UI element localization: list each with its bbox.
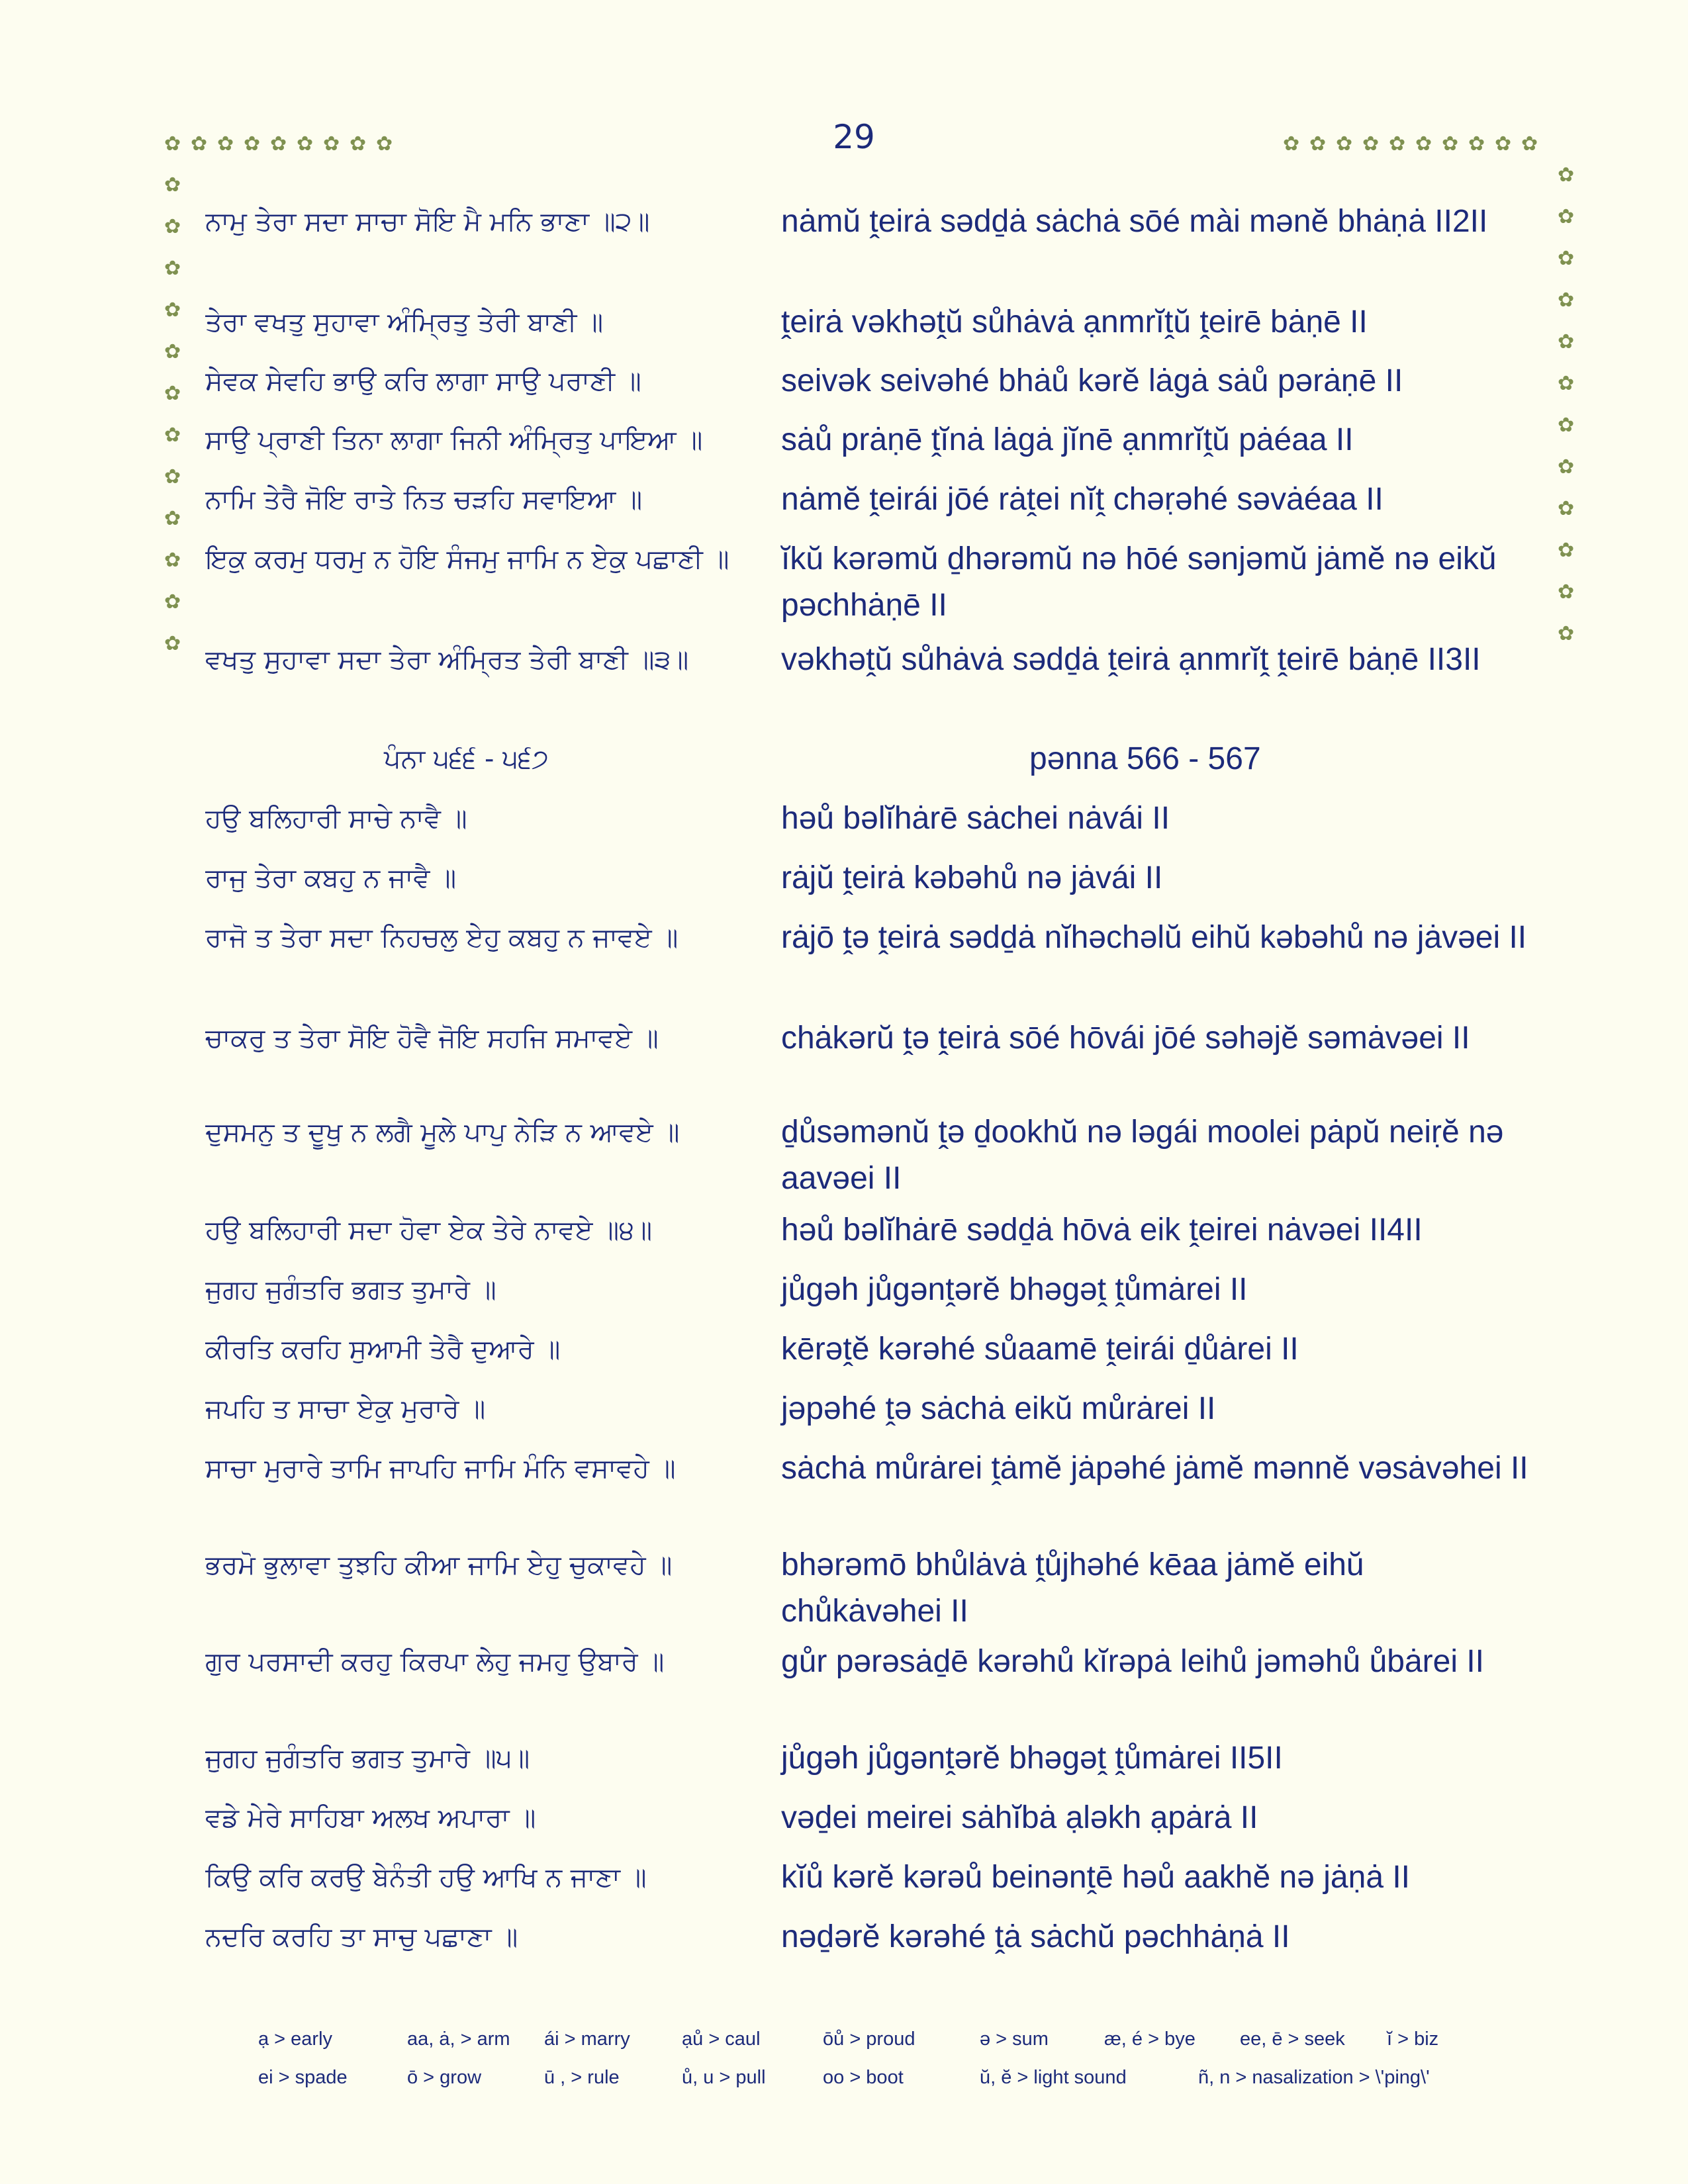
gurmukhi-text: ਵਡੇ ਮੇਰੇ ਸਾਹਿਬਾ ਅਲਖ ਅਪਾਰਾ ॥ bbox=[205, 1803, 536, 1833]
transliteration-text: ṱeirȧ vəkhəṱŭ sůhȧvȧ ạnmrĭṱŭ ṱeirē bȧṇē II bbox=[781, 304, 1368, 340]
section-heading-gurmukhi: ਪੰਨਾ ੫੬੬ - ੫੬੭ bbox=[384, 744, 549, 774]
gurmukhi-text: ਵਖਤੁ ਸੁਹਾਵਾ ਸਦਾ ਤੇਰਾ ਅੰਮ੍ਰਿਤ ਤੇਰੀ ਬਾਣੀ ॥੩॥ bbox=[205, 645, 689, 675]
flower-ornament-icon: ✿ bbox=[244, 132, 261, 156]
flower-ornament-icon: ✿ bbox=[1283, 132, 1300, 156]
flower-ornament-icon: ✿ bbox=[1558, 497, 1575, 520]
transliteration-text: bhərəmō bhůlȧvȧ ṱůjhəhé kēaa jȧmĕ eihŭ chůkȧvəhei II bbox=[781, 1547, 1364, 1629]
flower-ornament-icon: ✿ bbox=[1558, 414, 1575, 437]
flower-ornament-icon: ✿ bbox=[1558, 372, 1575, 395]
flower-ornament-icon: ✿ bbox=[1495, 132, 1512, 156]
transliteration-text: kērəṱĕ kərəhé sůaamē ṱeirái ḏůȧrei II bbox=[781, 1332, 1299, 1367]
legend-item: ū , > rule bbox=[544, 2067, 620, 2088]
gurmukhi-text: ਸਾਚਾ ਮੁਰਾਰੇ ਤਾਮਿ ਜਾਪਹਿ ਜਾਮਿ ਮੰਨਿ ਵਸਾਵਹੇ ॥ bbox=[205, 1453, 676, 1484]
flower-ornament-icon: ✿ bbox=[191, 132, 208, 156]
flower-ornament-icon: ✿ bbox=[164, 132, 181, 156]
transliteration-text: seivək seivəhé bhȧů kərĕ lȧgȧ sȧů pərȧṇē II bbox=[781, 363, 1403, 398]
gurmukhi-text: ਜੁਗਹ ਜੁਗੰਤਰਿ ਭਗਤ ਤੁਮਾਰੇ ॥ bbox=[205, 1275, 496, 1305]
gurmukhi-text: ਹਉ ਬਲਿਹਾਰੀ ਸਦਾ ਹੋਵਾ ਏਕ ਤੇਰੇ ਨਾਵਏ ॥੪॥ bbox=[205, 1215, 653, 1246]
legend-item: ů, u > pull bbox=[682, 2067, 766, 2088]
flower-ornament-icon: ✿ bbox=[1558, 205, 1575, 228]
gurmukhi-text: ਜਪਹਿ ਤ ਸਾਚਾ ਏਕੁ ਮੁਰਾਰੇ ॥ bbox=[205, 1394, 486, 1424]
flower-ornament-icon: ✿ bbox=[1558, 455, 1575, 478]
legend-item: ee, ē > seek bbox=[1240, 2028, 1345, 2050]
gurmukhi-text: ਜੁਗਹ ਜੁਗੰਤਰਿ ਭਗਤ ਤੁਮਾਰੇ ॥੫॥ bbox=[205, 1743, 530, 1774]
legend-item: aa, ȧ, > arm bbox=[407, 2028, 510, 2050]
legend-item: ñ, n > nasalization > \'ping\' bbox=[1198, 2067, 1430, 2088]
transliteration-text: gůr pərəsȧḏē kərəhů kĭrəpȧ leihů jəməhů ůbȧrei II bbox=[781, 1644, 1484, 1679]
transliteration-text: həů bəlĭhȧrē sȧchei nȧvái II bbox=[781, 801, 1170, 836]
legend-item: oo > boot bbox=[823, 2067, 904, 2088]
flower-ornament-icon: ✿ bbox=[164, 215, 181, 238]
transliteration-text: nȧmĕ ṱeirái jōé rȧṱei nĭṱ chəṛəhé səvȧéaa II bbox=[781, 482, 1383, 517]
flower-ornament-icon: ✿ bbox=[1309, 132, 1327, 156]
transliteration-text: nȧmŭ ṱeirȧ sədḏȧ sȧchȧ sōé mài mənĕ bhȧṇȧ II2II bbox=[781, 204, 1488, 239]
gurmukhi-text: ਇਕੁ ਕਰਮੁ ਧਰਮੁ ਨ ਹੋਇ ਸੰਜਮੁ ਜਾਮਿ ਨ ਏਕੁ ਪਛਾਣੀ ॥ bbox=[205, 544, 729, 574]
transliteration-text: rȧjō ṱə ṱeirȧ sədḏȧ nĭhəchəlŭ eihŭ kəbəhů nə jȧvəei II bbox=[781, 920, 1527, 955]
transliteration-text: ḏůsəmənŭ ṱə ḏookhŭ nə ləgái moolei pȧpŭ neiṛĕ nə aavəei II bbox=[781, 1115, 1504, 1196]
flower-ornament-icon: ✿ bbox=[164, 632, 181, 655]
transliteration-text: jůgəh jůgənṱərĕ bhəgəṱ ṱůmȧrei II5II bbox=[781, 1741, 1283, 1776]
flower-ornament-icon: ✿ bbox=[164, 257, 181, 280]
flower-ornament-icon: ✿ bbox=[1558, 289, 1575, 312]
flower-ornament-icon: ✿ bbox=[1558, 580, 1575, 604]
flower-ornament-icon: ✿ bbox=[1558, 539, 1575, 562]
flower-ornament-icon: ✿ bbox=[164, 298, 181, 322]
flower-ornament-icon: ✿ bbox=[164, 340, 181, 363]
flower-ornament-icon: ✿ bbox=[164, 424, 181, 447]
transliteration-text: rȧjŭ ṱeirȧ kəbəhů nə jȧvái II bbox=[781, 860, 1163, 895]
transliteration-text: kĭů kərĕ kərəů beinənṱē həů aakhĕ nə jȧṇȧ II bbox=[781, 1860, 1411, 1895]
flower-ornament-icon: ✿ bbox=[323, 132, 340, 156]
transliteration-text: jəpəhé ṱə sȧchȧ eikŭ můrȧrei II bbox=[781, 1391, 1216, 1426]
flower-ornament-icon: ✿ bbox=[297, 132, 314, 156]
gurmukhi-text: ਰਾਜੁ ਤੇਰਾ ਕਬਹੁ ਨ ਜਾਵੈ ॥ bbox=[205, 863, 457, 893]
gurmukhi-text: ਨਾਮੁ ਤੇਰਾ ਸਦਾ ਸਾਚਾ ਸੋਇ ਮੈ ਮਨਿ ਭਾਣਾ ॥੨॥ bbox=[205, 206, 650, 237]
flower-ornament-icon: ✿ bbox=[164, 465, 181, 488]
flower-ornament-icon: ✿ bbox=[1468, 132, 1485, 156]
flower-ornament-icon: ✿ bbox=[1336, 132, 1353, 156]
gurmukhi-text: ਦੁਸਮਨੁ ਤ ਦੂਖੁ ਨ ਲਗੈ ਮੂਲੇ ਪਾਪੁ ਨੇੜਿ ਨ ਆਵਏ ॥ bbox=[205, 1117, 680, 1148]
transliteration-text: jůgəh jůgənṱərĕ bhəgəṱ ṱůmȧrei II bbox=[781, 1272, 1248, 1307]
gurmukhi-text: ਹਉ ਬਲਿਹਾਰੀ ਸਾਚੇ ਨਾਵੈ ॥ bbox=[205, 803, 467, 834]
gurmukhi-text: ਗੁਰ ਪਰਸਾਦੀ ਕਰਹੁ ਕਿਰਪਾ ਲੇਹੁ ਜਮਹੁ ਉਬਾਰੇ ॥ bbox=[205, 1647, 665, 1677]
flower-ornament-icon: ✿ bbox=[1521, 132, 1538, 156]
gurmukhi-text: ਰਾਜੋ ਤ ਤੇਰਾ ਸਦਾ ਨਿਹਚਲੁ ਏਹੁ ਕਬਹੁ ਨ ਜਾਵਏ ॥ bbox=[205, 923, 679, 953]
transliteration-text: vəḏei meirei sȧhĭbȧ ạləkh ạpȧrȧ II bbox=[781, 1800, 1258, 1835]
legend-item: ạ > early bbox=[258, 2028, 333, 2050]
legend-item: ŭ, ĕ > light sound bbox=[980, 2067, 1127, 2088]
gurmukhi-text: ਭਰਮੋ ਭੁਲਾਵਾ ਤੁਝਹਿ ਕੀਆ ਜਾਮਿ ਏਹੁ ਚੁਕਾਵਹੇ ॥ bbox=[205, 1550, 673, 1580]
flower-ornament-icon: ✿ bbox=[270, 132, 287, 156]
flower-ornament-icon: ✿ bbox=[376, 132, 393, 156]
flower-ornament-icon: ✿ bbox=[1389, 132, 1406, 156]
legend-item: ĭ > biz bbox=[1387, 2028, 1439, 2050]
flower-ornament-icon: ✿ bbox=[1415, 132, 1432, 156]
transliteration-text: chȧkərŭ ṱə ṱeirȧ sōé hōvái jōé səhəjĕ səmȧvəei II bbox=[781, 1021, 1470, 1056]
flower-ornament-icon: ✿ bbox=[1558, 330, 1575, 353]
gurmukhi-text: ਕੀਰਤਿ ਕਰਹਿ ਸੁਆਮੀ ਤੇਰੈ ਦੁਆਰੇ ॥ bbox=[205, 1334, 561, 1365]
legend-item: æ, é > bye bbox=[1104, 2028, 1196, 2050]
flower-ornament-icon: ✿ bbox=[164, 382, 181, 405]
flower-ornament-icon: ✿ bbox=[1558, 163, 1575, 187]
flower-ornament-icon: ✿ bbox=[164, 173, 181, 197]
flower-ornament-icon: ✿ bbox=[1442, 132, 1459, 156]
transliteration-text: həů bəlĭhȧrē sədḏȧ hōvȧ eik ṱeirei nȧvəei II4II bbox=[781, 1212, 1423, 1248]
gurmukhi-text: ਸੇਵਕ ਸੇਵਹਿ ਭਾਉ ਕਰਿ ਲਾਗਾ ਸਾਉ ਪਰਾਣੀ ॥ bbox=[205, 366, 641, 396]
legend-item: ái > marry bbox=[544, 2028, 630, 2050]
gurmukhi-text: ਚਾਕਰੁ ਤ ਤੇਰਾ ਸੋਇ ਹੋਵੈ ਜੋਇ ਸਹਜਿ ਸਮਾਵਏ ॥ bbox=[205, 1023, 659, 1054]
gurmukhi-text: ਕਿਉ ਕਰਿ ਕਰਉ ਬੇਨੰਤੀ ਹਉ ਆਖਿ ਨ ਜਾਣਾ ॥ bbox=[205, 1862, 647, 1893]
flower-ornament-icon: ✿ bbox=[217, 132, 234, 156]
legend-item: ōů > proud bbox=[823, 2028, 915, 2050]
transliteration-text: sȧů prȧṇē ṱĭnȧ lȧgȧ jĭnē ạnmrĭṱŭ pȧéaa II bbox=[781, 422, 1354, 457]
legend-item: ei > spade bbox=[258, 2067, 348, 2088]
section-heading-transliteration: pənna 566 - 567 bbox=[1029, 741, 1261, 776]
flower-ornament-icon: ✿ bbox=[1362, 132, 1380, 156]
flower-ornament-icon: ✿ bbox=[1558, 247, 1575, 270]
flower-ornament-icon: ✿ bbox=[164, 590, 181, 614]
gurmukhi-text: ਨਾਮਿ ਤੇਰੈ ਜੋਇ ਰਾਤੇ ਨਿਤ ਚੜਹਿ ਸਵਾਇਆ ॥ bbox=[205, 484, 643, 515]
legend-item: ō > grow bbox=[407, 2067, 482, 2088]
transliteration-text: sȧchȧ můrȧrei ṱȧmĕ jȧpəhé jȧmĕ mənnĕ vəsȧvəhei II bbox=[781, 1451, 1528, 1486]
flower-ornament-icon: ✿ bbox=[350, 132, 367, 156]
transliteration-text: vəkhəṱŭ sůhȧvȧ sədḏȧ ṱeirȧ ạnmrĭṱ ṱeirē bȧṇē II3II bbox=[781, 642, 1481, 677]
transliteration-text: ĭkŭ kərəmŭ ḏhərəmŭ nə hōé sənjəmŭ jȧmĕ nə eikŭ pəchhȧṇē II bbox=[781, 541, 1497, 623]
legend-item: ạů > caul bbox=[682, 2028, 761, 2050]
gurmukhi-text: ਤੇਰਾ ਵਖਤੁ ਸੁਹਾਵਾ ਅੰਮ੍ਰਿਤੁ ਤੇਰੀ ਬਾਣੀ ॥ bbox=[205, 307, 604, 338]
flower-ornament-icon: ✿ bbox=[164, 507, 181, 530]
flower-ornament-icon: ✿ bbox=[1558, 622, 1575, 645]
gurmukhi-text: ਸਾਉ ਪ੍ਰਾਣੀ ਤਿਨਾ ਲਾਗਾ ਜਿਨੀ ਅੰਮ੍ਰਿਤੁ ਪਾਇਆ ॥ bbox=[205, 425, 703, 455]
flower-ornament-icon: ✿ bbox=[164, 549, 181, 572]
page-number: 29 bbox=[833, 118, 875, 156]
transliteration-text: nəḏərĕ kərəhé ṱȧ sȧchŭ pəchhȧṇȧ II bbox=[781, 1919, 1290, 1954]
gurmukhi-text: ਨਦਰਿ ਕਰਹਿ ਤਾ ਸਾਚੁ ਪਛਾਣਾ ॥ bbox=[205, 1922, 518, 1952]
legend-item: ə > sum bbox=[980, 2028, 1049, 2050]
